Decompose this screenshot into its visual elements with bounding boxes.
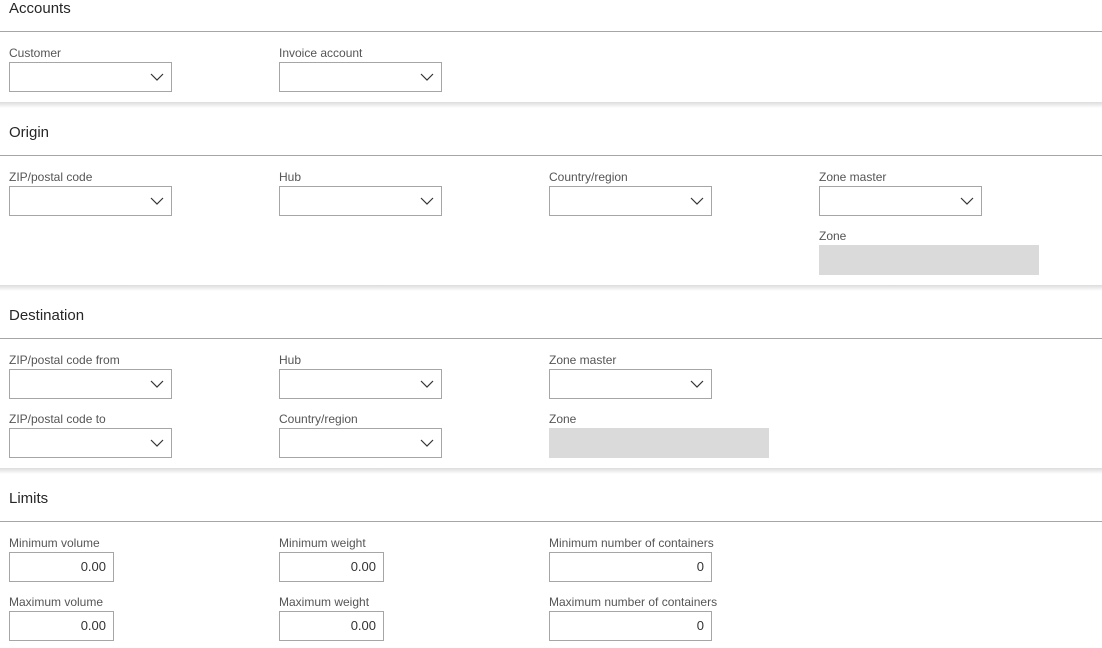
min-volume-input[interactable]: 0.00: [9, 552, 114, 582]
chevron-down-icon[interactable]: [420, 194, 434, 208]
origin-title: Origin: [9, 124, 50, 141]
chevron-down-icon[interactable]: [150, 436, 164, 450]
destination-section: [0, 307, 1102, 468]
max-volume-input[interactable]: 0.00: [9, 611, 114, 641]
section-divider: [0, 468, 1102, 474]
dest-hub-dropdown[interactable]: [279, 369, 442, 399]
dest-country-label: Country/region: [279, 412, 358, 426]
min-containers-input[interactable]: 0: [549, 552, 712, 582]
customer-label: Customer: [9, 46, 62, 60]
origin-country-label: Country/region: [549, 170, 628, 184]
destination-header: [0, 307, 1102, 339]
max-weight-input[interactable]: 0.00: [279, 611, 384, 641]
accounts-section: [0, 0, 1102, 102]
origin-zone-master-dropdown[interactable]: [819, 186, 982, 216]
origin-zone-label: Zone: [819, 229, 847, 243]
origin-zone-master-label: Zone master: [819, 170, 887, 184]
max-containers-input[interactable]: 0: [549, 611, 712, 641]
chevron-down-icon[interactable]: [420, 436, 434, 450]
dest-zone-label: Zone: [549, 412, 577, 426]
dest-zone-master-dropdown[interactable]: [549, 369, 712, 399]
dest-zone-master-label: Zone master: [549, 353, 617, 367]
max-volume-label: Maximum volume: [9, 595, 104, 609]
chevron-down-icon[interactable]: [690, 194, 704, 208]
origin-zip-label: ZIP/postal code: [9, 170, 93, 184]
dest-zip-from-label: ZIP/postal code from: [9, 353, 120, 367]
min-weight-input[interactable]: 0.00: [279, 552, 384, 582]
min-volume-label: Minimum volume: [9, 536, 100, 550]
chevron-down-icon[interactable]: [960, 194, 974, 208]
origin-country-dropdown[interactable]: [549, 186, 712, 216]
chevron-down-icon[interactable]: [420, 377, 434, 391]
accounts-title: Accounts: [9, 0, 71, 17]
origin-section: [0, 124, 1102, 285]
chevron-down-icon[interactable]: [420, 70, 434, 84]
accounts-header: [0, 0, 1102, 32]
min-weight-label: Minimum weight: [279, 536, 366, 550]
limits-section: [0, 490, 1102, 648]
chevron-down-icon[interactable]: [150, 377, 164, 391]
origin-zone-readonly: [819, 245, 1039, 275]
dest-zip-to-label: ZIP/postal code to: [9, 412, 106, 426]
chevron-down-icon[interactable]: [150, 70, 164, 84]
dest-zone-readonly: [549, 428, 769, 458]
limits-title: Limits: [9, 490, 49, 507]
limits-header: [0, 490, 1102, 522]
origin-hub-dropdown[interactable]: [279, 186, 442, 216]
invoice-account-label: Invoice account: [279, 46, 363, 60]
origin-hub-label: Hub: [279, 170, 302, 184]
dest-hub-label: Hub: [279, 353, 302, 367]
dest-zip-to-dropdown[interactable]: [9, 428, 172, 458]
section-divider: [0, 285, 1102, 291]
invoice-account-dropdown[interactable]: [279, 62, 442, 92]
dest-zip-from-dropdown[interactable]: [9, 369, 172, 399]
max-containers-label: Maximum number of containers: [549, 595, 718, 609]
customer-dropdown[interactable]: [9, 62, 172, 92]
min-containers-label: Minimum number of containers: [549, 536, 714, 550]
chevron-down-icon[interactable]: [150, 194, 164, 208]
chevron-down-icon[interactable]: [690, 377, 704, 391]
origin-header: [0, 124, 1102, 156]
origin-zip-dropdown[interactable]: [9, 186, 172, 216]
section-divider: [0, 102, 1102, 108]
destination-title: Destination: [9, 307, 85, 324]
max-weight-label: Maximum weight: [279, 595, 370, 609]
dest-country-dropdown[interactable]: [279, 428, 442, 458]
